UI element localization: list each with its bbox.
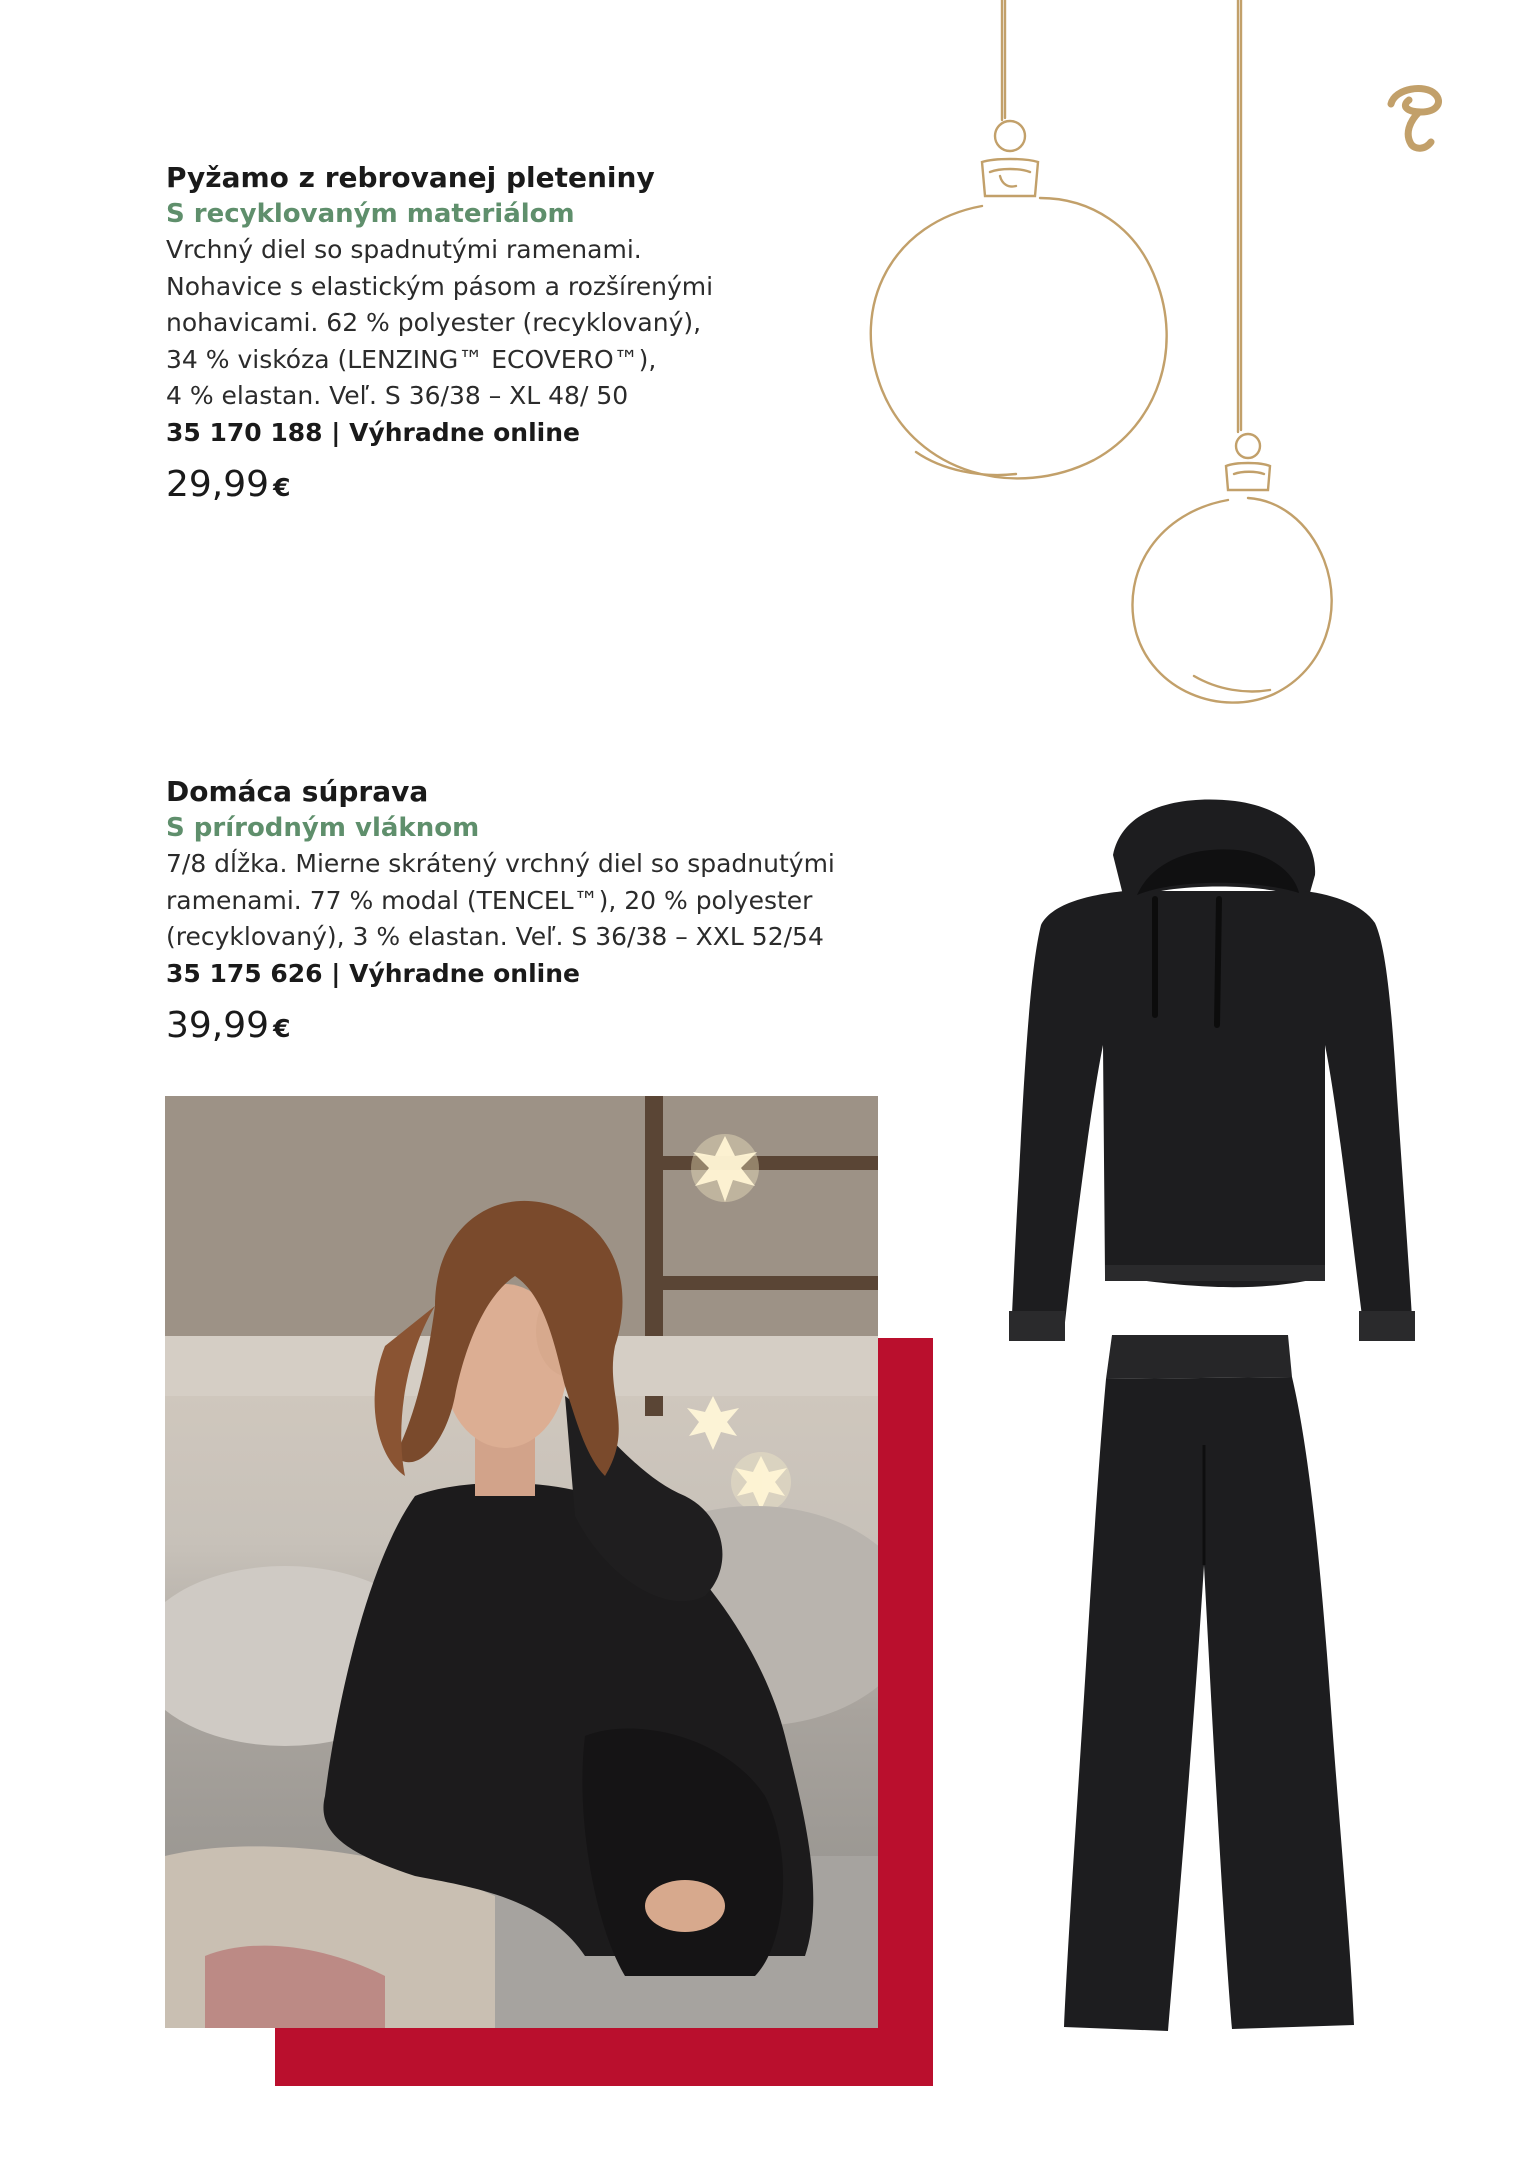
christmas-ornament-large-icon	[871, 0, 1167, 478]
product-price	[166, 465, 886, 508]
description-line: 7/8 dĺžka. Mierne skrátený vrchný diel so spadnutými	[166, 849, 835, 878]
description-line: 4 % elastan. Veľ. S 36/38 – XL 48/ 50	[166, 381, 629, 410]
description-line: nohavicami. 62 % polyester (recyklovaný),	[166, 308, 702, 337]
product-pyzamo	[166, 160, 886, 508]
price-currency: €	[273, 472, 291, 502]
description-line: Vrchný diel so spadnutými ramenami.	[166, 235, 642, 264]
product-sku: 35 170 188 | Výhradne online	[166, 417, 580, 447]
tchibo-logo-icon	[1385, 78, 1455, 154]
description-line: ramenami. 77 % modal (TENCEL™), 20 % polyester	[166, 885, 813, 915]
product-price	[166, 1006, 886, 1049]
black-wide-pants-image	[1058, 1335, 1373, 2035]
product-title: Pyžamo z rebrovanej pleteniny	[166, 161, 655, 194]
product-subtitle: S recyklovaným materiálom	[166, 199, 575, 229]
christmas-ornaments	[830, 0, 1390, 720]
woman-in-black-loungewear-photo	[165, 1096, 878, 2028]
description-line: 34 % viskóza (LENZING™ ECOVERO™),	[166, 344, 657, 374]
product-sku: 35 175 626 | Výhradne online	[166, 958, 580, 988]
product-description	[166, 232, 886, 415]
product-domaca-suprava	[166, 774, 886, 1049]
description-line: Nohavice s elastickým pásom a rozšírenými	[166, 271, 714, 301]
black-hoodie-image	[1005, 795, 1420, 1360]
description-line: (recyklovaný), 3 % elastan. Veľ. S 36/38 – XXL 52/54	[166, 922, 824, 951]
product-subtitle: S prírodným vláknom	[166, 813, 480, 843]
product-description	[166, 846, 886, 956]
christmas-ornament-small-icon	[1132, 0, 1331, 703]
price-currency: €	[273, 1013, 291, 1043]
price-value: 29,99	[166, 463, 270, 505]
price-value: 39,99	[166, 1004, 270, 1046]
product-title: Domáca súprava	[166, 775, 429, 808]
